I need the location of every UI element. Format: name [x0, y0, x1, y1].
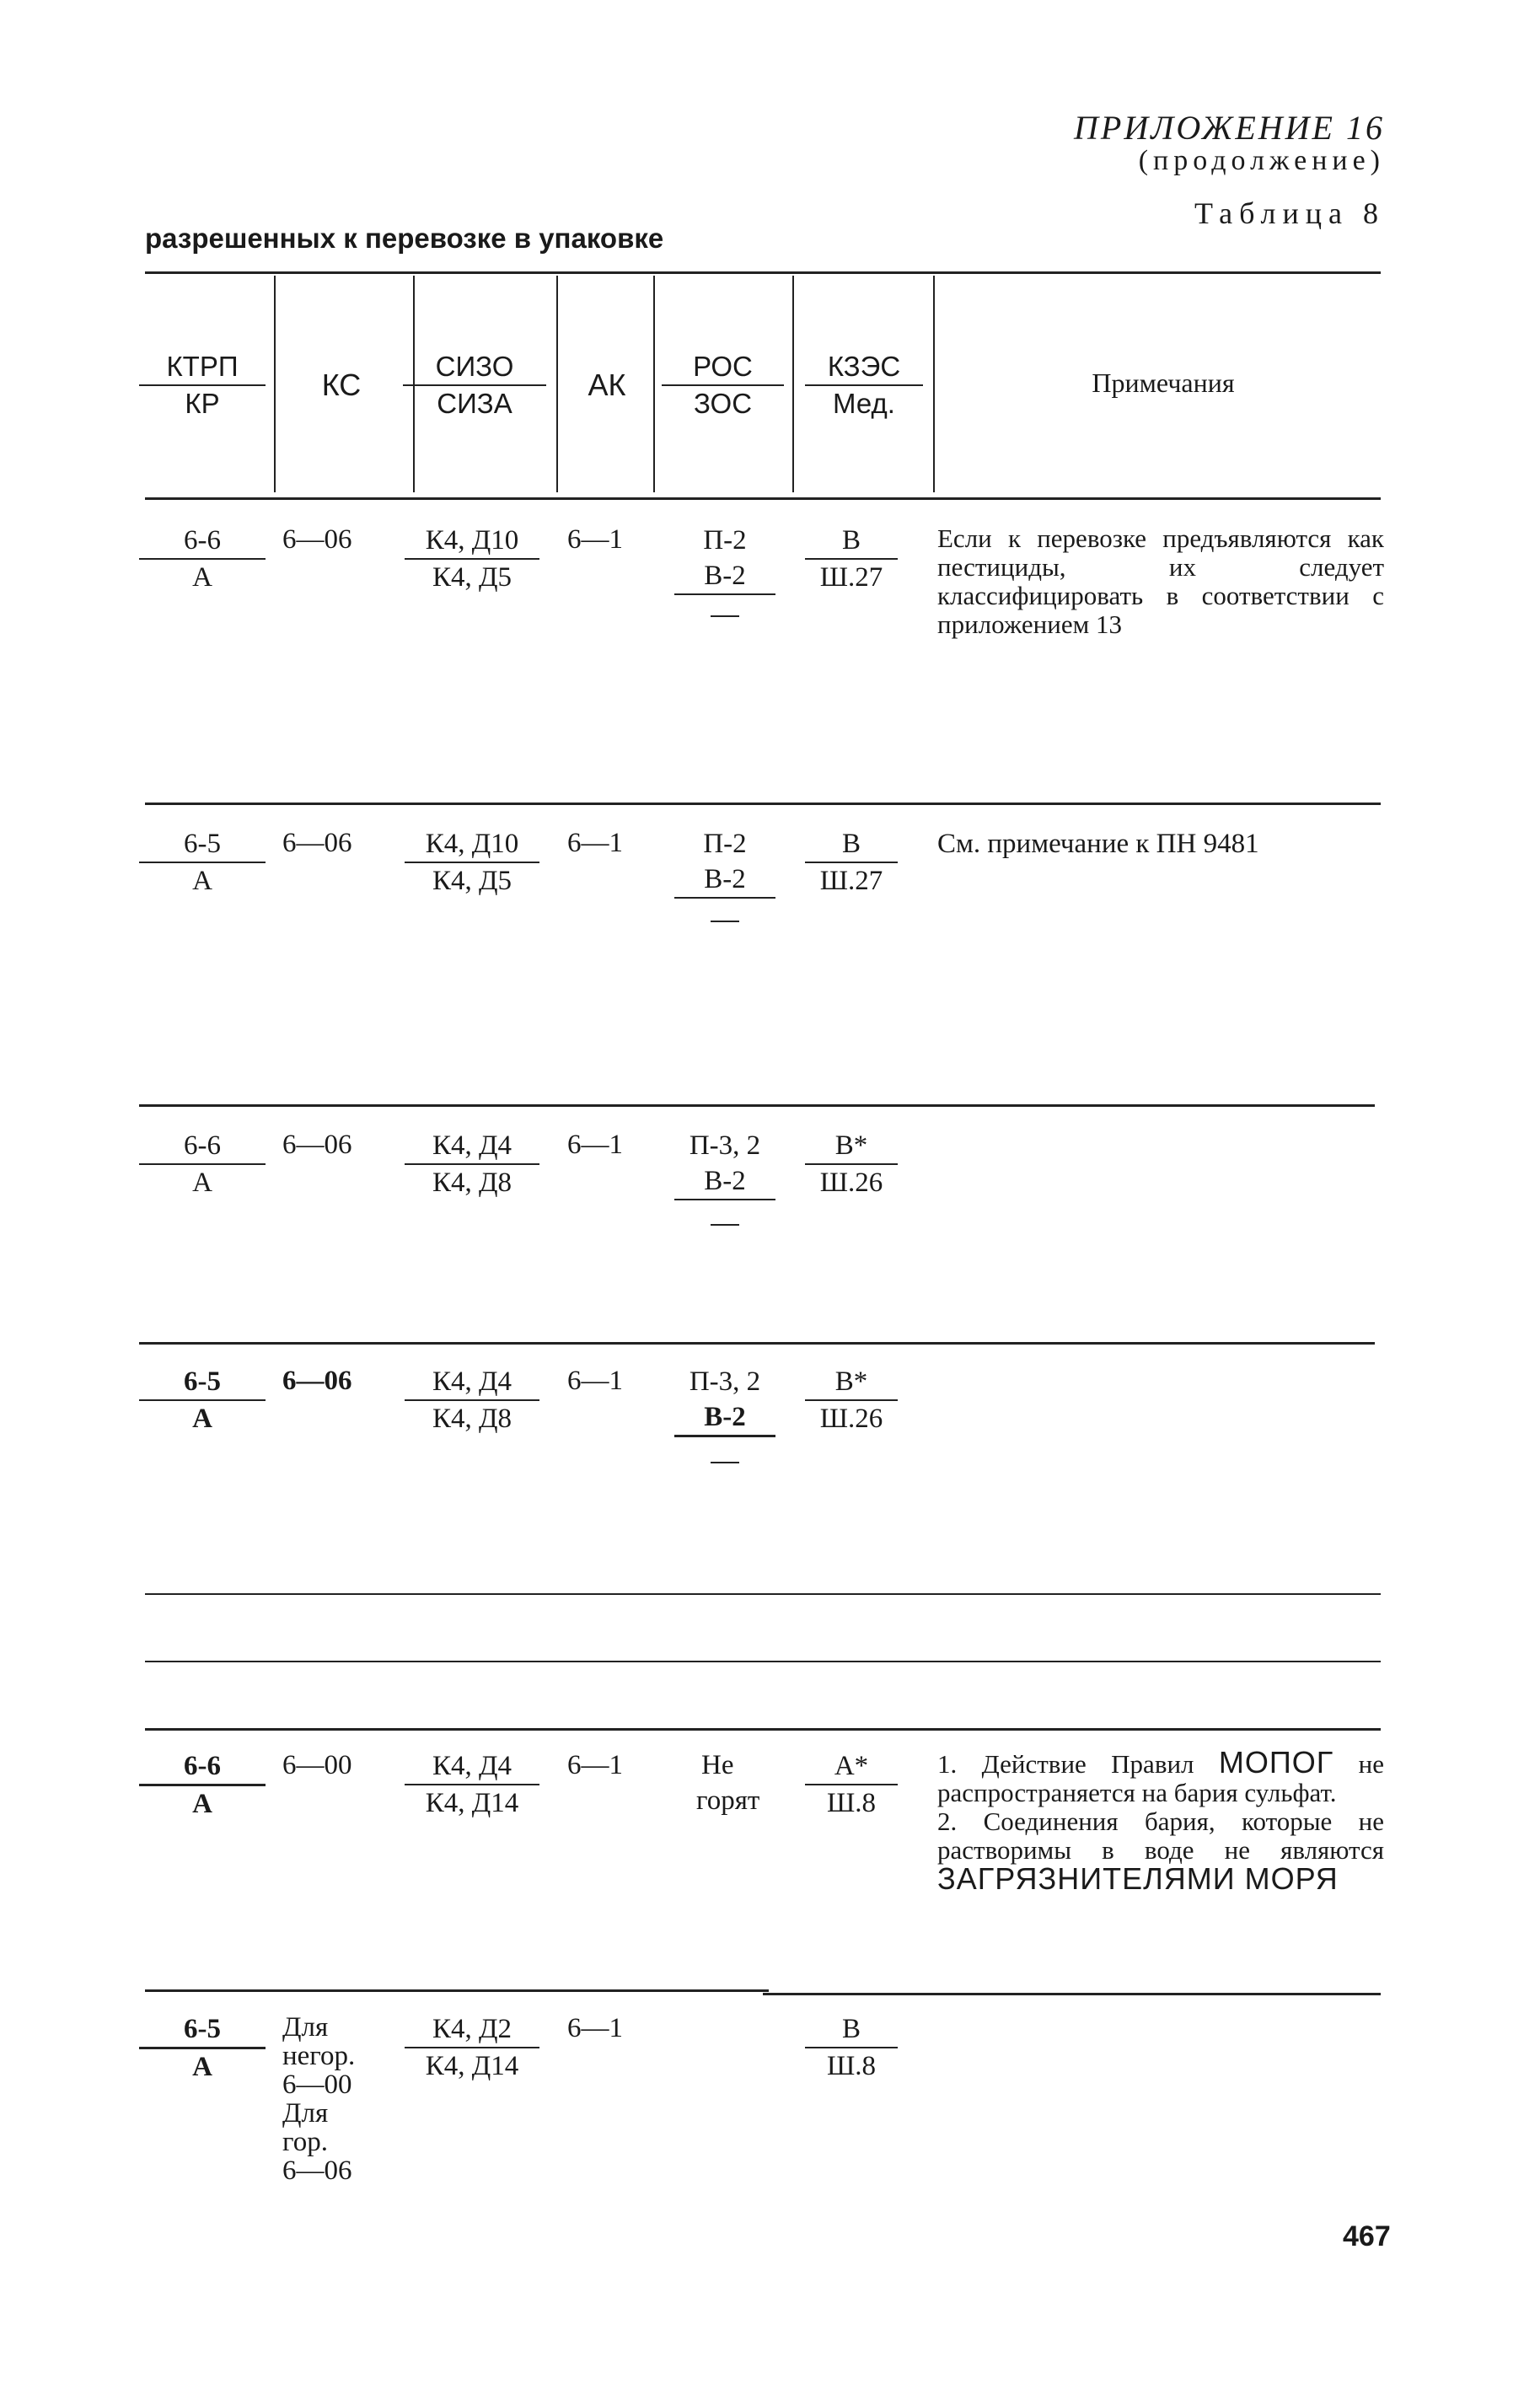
kzes-value: В* — [805, 1128, 898, 1165]
zos-value: В-2 — [674, 558, 775, 595]
kzes-med-cell — [805, 2011, 898, 2084]
ktrp-value: 6-5 — [139, 2011, 266, 2049]
ros-zos-cell — [674, 826, 775, 899]
ktrp-kr-cell — [139, 523, 266, 595]
row-separator — [145, 1728, 1381, 1731]
row-separator — [145, 803, 1381, 805]
ks-line: гор. — [282, 2127, 328, 2157]
kr-value: А — [192, 1168, 212, 1198]
table-caption: разрешенных к перевозке в упаковке — [145, 223, 664, 254]
kzes-value: В* — [805, 1364, 898, 1401]
ktrp-kr-cell — [139, 1748, 266, 1822]
appendix-title: ПРИЛОЖЕНИЕ 16 — [1074, 109, 1385, 147]
ros-zos-cell — [674, 523, 775, 595]
med-value: Ш.8 — [826, 1788, 877, 1818]
note-2-text: 2. Соединения бария, которые не растворимы в воде не являются — [937, 1807, 1384, 1865]
col-header-notes: Примечания — [1092, 368, 1235, 398]
col-divider — [792, 276, 794, 492]
kr-value: А — [192, 1789, 212, 1819]
page-number: 467 — [1343, 2220, 1391, 2252]
ks-line: 6—00 — [282, 2070, 352, 2100]
ktrp-value: 6-5 — [139, 1364, 266, 1401]
kr-value: А — [192, 562, 212, 593]
kzes-value: В — [805, 2011, 898, 2048]
sizo-value: К4, Д4 — [405, 1364, 539, 1401]
siza-value: К4, Д14 — [425, 2051, 519, 2081]
ktrp-value: 6-6 — [139, 523, 266, 560]
col-divider — [556, 276, 558, 492]
ros-zos-cell — [674, 1364, 775, 1437]
med-value: Ш.26 — [819, 1404, 883, 1434]
siza-value: К4, Д5 — [432, 866, 512, 896]
col-header-ks: КС — [321, 368, 362, 402]
ks-line: Для — [282, 2012, 329, 2043]
col-divider — [933, 276, 935, 492]
ktrp-kr-cell — [139, 2011, 266, 2085]
row-separator — [145, 1593, 1381, 1595]
sizo-value: К4, Д10 — [405, 523, 539, 560]
ks-value: 6—06 — [282, 1366, 352, 1396]
col-header-ros-zos — [662, 349, 784, 421]
ak-value: 6—1 — [567, 828, 623, 858]
sizo-siza-cell — [405, 1748, 539, 1821]
kr-value: А — [192, 1404, 212, 1434]
ktrp-kr-cell — [139, 1128, 266, 1200]
sizo-value: К4, Д4 — [405, 1128, 539, 1165]
ks-value: 6—00 — [282, 1750, 352, 1780]
med-value: Ш.27 — [819, 866, 883, 896]
kzes-med-cell — [805, 1128, 898, 1200]
kzes-med-cell — [805, 826, 898, 899]
ks-line: негор. — [282, 2041, 356, 2071]
siza-value: К4, Д8 — [432, 1404, 512, 1434]
kr-value: А — [192, 2052, 212, 2082]
col-header-zos: ЗОС — [693, 388, 753, 419]
row-note — [937, 1745, 1384, 1896]
row-note: См. примечание к ПН 9481 — [937, 829, 1259, 859]
row-separator — [145, 1989, 769, 1992]
zos-value: В-2 — [674, 862, 775, 899]
med-value: Ш.26 — [819, 1168, 883, 1198]
sizo-siza-cell — [405, 1128, 539, 1200]
sizo-value: К4, Д4 — [405, 1748, 539, 1785]
col-header-ktrp: КТРП — [139, 349, 266, 386]
ak-value: 6—1 — [567, 1130, 623, 1160]
sizo-siza-cell — [405, 1364, 539, 1436]
empty-value-dash — [711, 615, 739, 617]
col-header-sizo-siza — [403, 349, 546, 421]
note-1-rest: не распространяется на бария сульфат. — [937, 1749, 1384, 1807]
header-top-rule — [145, 271, 1381, 274]
sizo-value: К4, Д2 — [405, 2011, 539, 2048]
ros-value-line1: Не — [701, 1750, 734, 1780]
zos-value: В-2 — [674, 1399, 775, 1437]
ros-value: П-3, 2 — [689, 1366, 761, 1397]
ks-line: Для — [282, 2098, 329, 2129]
siza-value: К4, Д14 — [425, 1788, 519, 1818]
row-separator — [145, 1661, 1381, 1662]
empty-value-dash — [711, 1462, 739, 1463]
kzes-value: В — [805, 523, 898, 560]
appendix-continuation: (продолжение) — [1138, 145, 1385, 176]
col-divider — [653, 276, 655, 492]
ks-value: 6—06 — [282, 524, 352, 555]
med-value: Ш.8 — [826, 2051, 877, 2081]
sizo-siza-cell — [405, 826, 539, 899]
col-header-kzes: КЗЭС — [805, 349, 923, 386]
ks-value-multiline — [282, 2013, 355, 2185]
ros-zos-cell — [674, 1128, 775, 1200]
ak-value: 6—1 — [567, 1750, 623, 1780]
siza-value: К4, Д8 — [432, 1168, 512, 1198]
kzes-med-cell — [805, 1364, 898, 1436]
col-header-siza: СИЗА — [437, 388, 512, 419]
ktrp-value: 6-5 — [139, 826, 266, 863]
note-2-emphasis: ЗАГРЯЗНИТЕЛЯМИ МОРЯ — [937, 1861, 1339, 1896]
row-separator — [139, 1342, 1375, 1345]
kzes-med-cell — [805, 1748, 898, 1821]
row-separator — [139, 1104, 1375, 1107]
ks-value: 6—06 — [282, 1130, 352, 1160]
sizo-siza-cell — [405, 523, 539, 595]
row-note: Если к перевозке предъявляются как пестициды, их следует классифицировать в соответствии с приложением 13 — [937, 523, 1384, 639]
siza-value: К4, Д5 — [432, 562, 512, 593]
sizo-siza-cell — [405, 2011, 539, 2084]
ktrp-kr-cell — [139, 826, 266, 899]
row-separator — [763, 1993, 1381, 1995]
empty-value-dash — [711, 1224, 739, 1226]
col-header-sizo: СИЗО — [403, 349, 546, 386]
col-header-kr: КР — [185, 388, 220, 419]
ak-value: 6—1 — [567, 2013, 623, 2043]
ks-value: 6—06 — [282, 828, 352, 858]
table-label: Таблица 8 — [1194, 196, 1385, 230]
ros-value: П-2 — [703, 525, 747, 556]
col-header-ros: РОС — [662, 349, 784, 386]
col-header-med: Мед. — [833, 388, 895, 419]
note-1-text: 1. Действие Правил — [937, 1749, 1194, 1779]
zos-value: В-2 — [674, 1163, 775, 1200]
med-value: Ш.27 — [819, 562, 883, 593]
kr-value: А — [192, 866, 212, 896]
ks-line: 6—06 — [282, 2155, 352, 2186]
ktrp-kr-cell — [139, 1364, 266, 1436]
sizo-value: К4, Д10 — [405, 826, 539, 863]
col-divider — [274, 276, 276, 492]
kzes-value: В — [805, 826, 898, 863]
ak-value: 6—1 — [567, 524, 623, 555]
ros-value: П-2 — [703, 829, 747, 859]
ktrp-value: 6-6 — [139, 1128, 266, 1165]
ak-value: 6—1 — [567, 1366, 623, 1396]
empty-value-dash — [711, 921, 739, 922]
col-header-ktrp-kr — [139, 349, 266, 421]
ros-value-line2: горят — [696, 1785, 760, 1816]
header-bottom-rule — [145, 497, 1381, 500]
kzes-value: А* — [805, 1748, 898, 1785]
note-1-acronym: МОПОГ — [1218, 1745, 1334, 1780]
ktrp-value: 6-6 — [139, 1748, 266, 1786]
col-header-kzes-med — [805, 349, 923, 421]
col-header-ak: АК — [588, 368, 626, 402]
ros-value: П-3, 2 — [689, 1130, 761, 1161]
kzes-med-cell — [805, 523, 898, 595]
